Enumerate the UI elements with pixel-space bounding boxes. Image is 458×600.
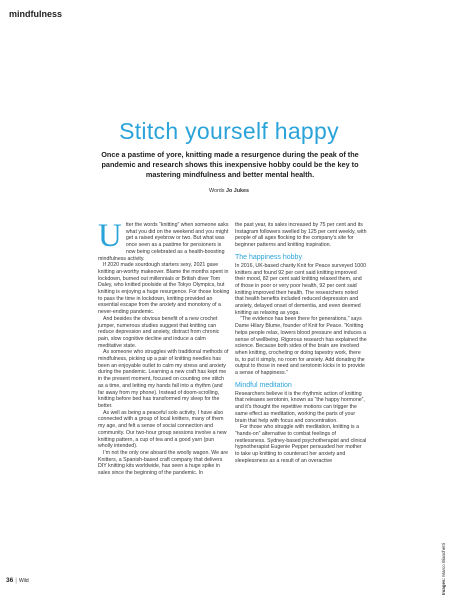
paragraph: Researchers believe it is the rhythmic action of knitting that releases serotonin, known as “the happy hormone”, and it’s thought the repetitive motions can trigger the same effect as meditation, working the parts of your brain that help with focus and concentration. [235, 390, 365, 424]
credit-prefix: Images: [441, 576, 446, 595]
article-headline: Stitch yourself happy [119, 118, 339, 144]
paragraph: “The evidence has been there for generations,” says Dame Hilary Blume, founder of Knit for Peace. “Knitting helps people relax, lowers blood pressure and induces a sense of wellbeing. Rigorous research has explained the science. Because both sides of the brain are involved when knitting, crocheting or doing tapestry work, there is, to put it simply, no room for anxiety. Add donating the output to those in need and serotonin kicks in to provide a sense of happiness.” [235, 316, 367, 377]
paragraph: If 2020 made sourdough starters sexy, 2021 gave knitting an-worthy makeover. Blame the months spent in lockdown, burned out millennials or British diver Tom Daley, who knitted poolside at the Tokyo Olympics, but knitting is enjoying a huge resurgence. For those looking to pass the time in lockdown, knitting provided an essential escape from the anxiety and monotony of a never-ending pandemic. [98, 262, 230, 316]
credit-name: Marco Bianchetti [441, 543, 446, 577]
byline [0, 188, 458, 194]
article-standfirst: Once a pastime of yore, knitting made a resurgence during the peak of the pandemic and research shows this inexpensive hobby could be the key to mastering mindfulness and better mental health. [101, 150, 359, 179]
paragraph: In 2016, UK-based charity Knit for Peace surveyed 1000 knitters and found 92 per cent said knitting improved their mood, 82 per cent said knitting relaxed them, and of those in poor or very poor health, 92 per cent said knitting improved their health. The researchers noted that health benefits included reduced depression and anxiety, delayed onset of dementia, and even deemed knitting as relaxing as yoga. [235, 262, 367, 316]
subheading-happiness-hobby: The happiness hobby [235, 253, 302, 261]
section-label: mindfulness [9, 9, 63, 19]
paragraph: As someone who struggles with traditional methods of mindfulness, picking up a pair of knitting needles has been an enjoyable outlet to calm my stress and anxiety during the pandemic. Learning a new craft has kept me in the present moment, focused on counting one stitch as a time, and letting my hands fall into a rhythm (and far away from my phone). Instead of doom-scrolling, knitting before bed has transformed my sleep for the better. [98, 349, 229, 409]
magazine-name: Wild [18, 578, 29, 584]
paragraph [98, 218, 230, 262]
subheading-mindful-meditation: Mindful meditation [235, 381, 292, 389]
paragraph: As well as being a peaceful solo activity, I have also connected with a group of local knitters, many of them my age, and felt a sense of social connection and community. Our two-hour group sessions involve a new knitting pattern, a cup of tea and a good yarn (pun wholly intended). [98, 409, 227, 450]
paragraph: For those who struggle with meditation, knitting is a “hands-on” alternative to combat feelings of restlessness. Sydney-based psychotherapist and clinical hypnotherapist Eugenie Pepper persuaded her mother to take up knitting to counteract her anxiety and sleeplessness as a result of an overactive [235, 424, 367, 464]
page-footer [6, 577, 29, 584]
header-whitespace [0, 30, 458, 116]
page-number: 36 [6, 577, 14, 584]
paragraph: the past year, its sales increased by 75 per cent and its Instagram followers swelled by 125 per cent weekly, with people of all ages flocking to the company’s site for beginner patterns and knitting inspiration. [235, 222, 367, 249]
image-credit [441, 505, 446, 595]
article-column-right [235, 222, 367, 465]
paragraph: And besides the obvious benefit of a new crochet jumper, numerous studies suggest that knitting can reduce depression and anxiety, distract from chronic pain, slow cognitive decline and induce a calm meditative state. [98, 315, 220, 349]
drop-cap: U [98, 218, 122, 254]
byline-author: Jo Jukes [225, 188, 250, 194]
paragraph: I’m not the only one aboard the woolly wagon. We are Knitters, a Spanish-based craft company that delivers DIY knitting kits worldwide, has seen a huge spike in sales since the beginning of the pandemic. In [98, 449, 229, 477]
paragraph-text: tter the words “knitting” when someone asks what you did on the weekend and you might get a raised eyebrow or two. But what was once seen as a pastime for pensioners is now being celebrated as a health-boosting mindfulness activity. [98, 222, 229, 262]
byline-prefix: Words [208, 188, 226, 194]
article-column-left [98, 218, 230, 477]
footer-separator: | [15, 577, 17, 584]
